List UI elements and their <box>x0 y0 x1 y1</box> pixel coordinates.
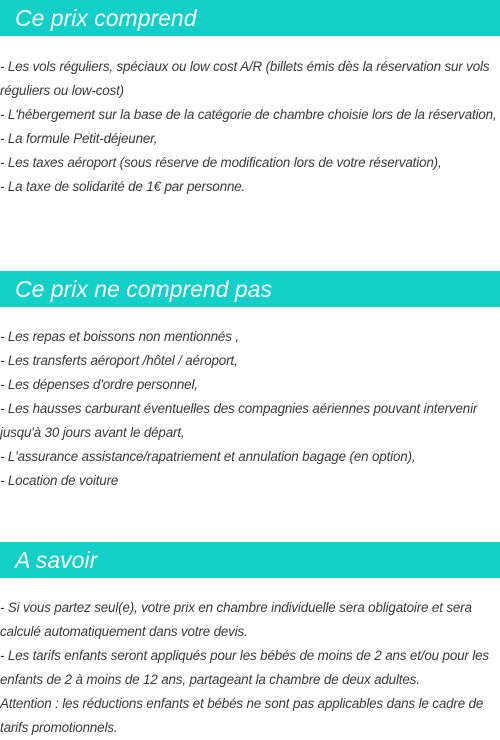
list-item: Attention : les réductions enfants et bébés ne sont pas applicables dans le cadre de tarifs promotionnels. <box>0 696 484 735</box>
list-item: - Les transferts aéroport /hôtel / aéroport, <box>0 353 238 368</box>
list-item: - Les vols réguliers, spéciaux ou low cost A/R (billets émis dès la réservation sur vols réguliers ou low-cost) <box>0 59 490 98</box>
section-title-notes: A savoir <box>15 547 98 573</box>
list-item: - Les taxes aéroport (sous réserve de modification lors de votre réservation), <box>0 155 442 170</box>
section-banner-includes <box>0 0 500 36</box>
section-title-includes: Ce prix comprend <box>15 5 197 31</box>
list-item: - La taxe de solidarité de 1€ par personne. <box>0 179 246 194</box>
list-item: - L'assurance assistance/rapatriement et annulation bagage (en option), <box>0 449 416 464</box>
excludes-list <box>0 325 500 493</box>
list-item: - La formule Petit-déjeuner, <box>0 131 158 146</box>
list-item: - Les dépenses d'ordre personnel, <box>0 377 198 392</box>
section-title-excludes: Ce prix ne comprend pas <box>15 276 272 302</box>
section-banner-notes <box>0 542 500 578</box>
list-item: - Si vous partez seul(e), votre prix en chambre individuelle sera obligatoire et sera calculé automatiquement dans votre devis. <box>0 600 472 639</box>
list-item: - Les tarifs enfants seront appliqués pour les bébés de moins de 2 ans et/ou pour les enfants de 2 à moins de 12 ans, partageant la chambre de deux adultes. <box>0 648 489 687</box>
section-banner-excludes <box>0 271 500 307</box>
list-item: - Les hausses carburant éventuelles des compagnies aériennes pouvant intervenir jusqu'à 30 jours avant le départ, <box>0 401 478 440</box>
list-item: - Les repas et boissons non mentionnés , <box>0 329 239 344</box>
notes-list <box>0 596 500 740</box>
list-item: - L'hébergement sur la base de la catégorie de chambre choisie lors de la réservation, <box>0 107 497 122</box>
includes-list <box>0 55 500 199</box>
list-item: - Location de voiture <box>0 473 119 488</box>
